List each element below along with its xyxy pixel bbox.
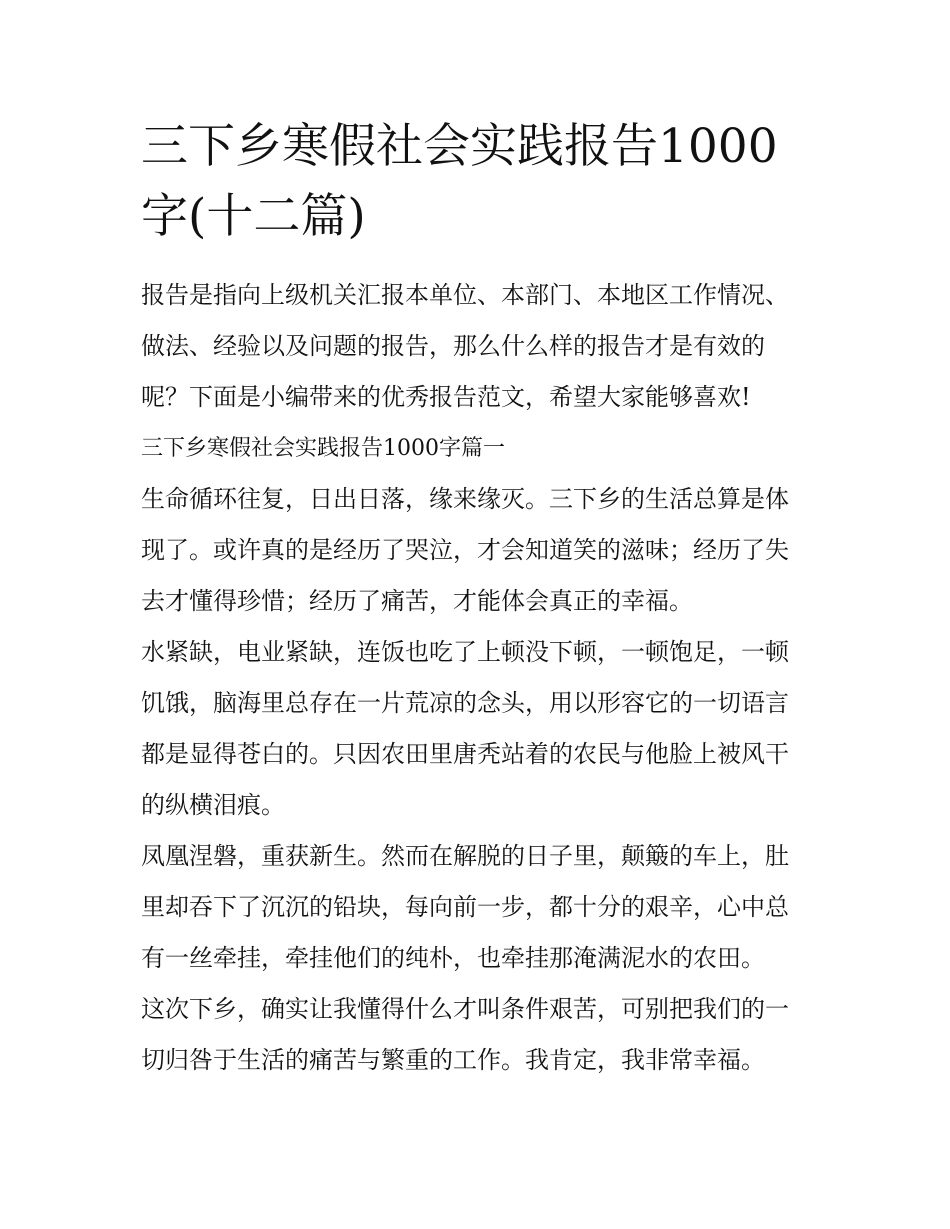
body-paragraph xyxy=(141,474,813,627)
title-line: 三下乡寒假社会实践报告1000 xyxy=(141,119,778,174)
section-heading: 三下乡寒假社会实践报告1000字篇一 xyxy=(141,436,505,461)
text-line: 里却吞下了沉沉的铅块，每向前一步，都十分的艰辛，心中总 xyxy=(141,893,789,921)
text-line: 都是显得苍白的。只因农田里唐秃站着的农民与他脸上被风干 xyxy=(141,740,789,768)
document-title xyxy=(141,112,813,252)
text-line: 报告是指向上级机关汇报本单位、本部门、本地区工作情况、 xyxy=(141,281,789,309)
text-line: 呢？下面是小编带来的优秀报告范文，希望大家能够喜欢! xyxy=(141,383,751,411)
text-line: 这次下乡，确实让我懂得什么才叫条件艰苦，可别把我们的一 xyxy=(141,995,789,1023)
text-line: 做法、经验以及问题的报告，那么什么样的报告才是有效的 xyxy=(141,332,765,360)
body-paragraph xyxy=(141,831,813,984)
text-line: 有一丝牵挂，牵挂他们的纯朴，也牵挂那淹满泥水的农田。 xyxy=(141,944,765,972)
body-paragraph xyxy=(141,627,813,831)
text-line: 生命循环往复，日出日落，缘来缘灭。三下乡的生活总算是体 xyxy=(141,485,789,513)
title-line: 字(十二篇) xyxy=(141,189,366,244)
text-line: 水紧缺，电业紧缺，连饭也吃了上顿没下顿，一顿饱足，一顿 xyxy=(141,638,789,666)
text-line: 切归咎于生活的痛苦与繁重的工作。我肯定，我非常幸福。 xyxy=(141,1046,765,1074)
document-body xyxy=(141,270,813,1086)
document-content xyxy=(141,112,813,1086)
text-line: 去才懂得珍惜；经历了痛苦，才能体会真正的幸福。 xyxy=(141,587,693,615)
intro-paragraph xyxy=(141,270,813,423)
text-line: 的纵横泪痕。 xyxy=(141,791,285,819)
text-line: 饥饿，脑海里总存在一片荒凉的念头，用以形容它的一切语言 xyxy=(141,689,789,717)
text-line: 凤凰涅磐，重获新生。然而在解脱的日子里，颠簸的车上，肚 xyxy=(141,842,789,870)
text-line: 现了。或许真的是经历了哭泣，才会知道笑的滋味；经历了失 xyxy=(141,536,789,564)
body-paragraph xyxy=(141,984,813,1086)
